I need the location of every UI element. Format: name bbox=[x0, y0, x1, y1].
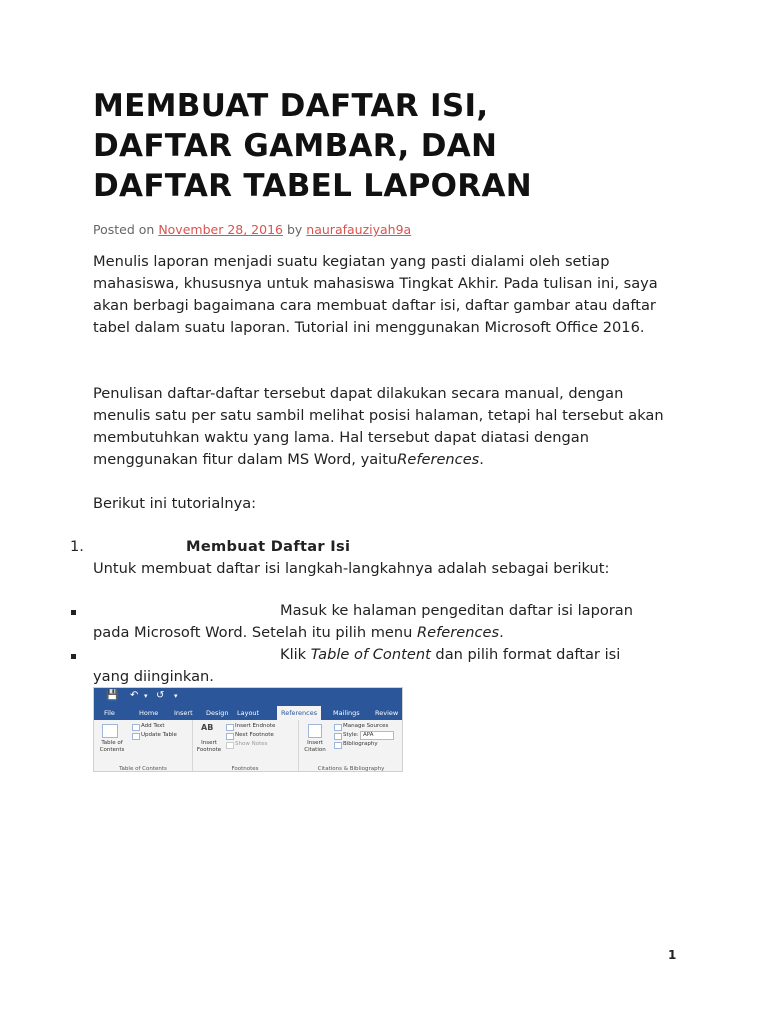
bullet-2-line-1 bbox=[280, 646, 620, 663]
next-footnote-button[interactable]: Next Footnote bbox=[235, 732, 274, 738]
add-text-icon bbox=[132, 724, 140, 731]
save-icon: 💾 bbox=[106, 690, 119, 701]
show-notes-button[interactable]: Show Notes bbox=[235, 741, 268, 747]
bullet-2-line-2: yang diinginkan. bbox=[93, 668, 214, 685]
add-text-button[interactable]: Add Text bbox=[141, 723, 165, 729]
citations-group-label: Citations & Bibliography bbox=[317, 766, 385, 772]
redo-icon: ↺ bbox=[156, 690, 165, 701]
toc-icon bbox=[102, 724, 118, 738]
next-footnote-icon bbox=[226, 733, 234, 740]
section-intro: Untuk membuat daftar isi langkah-langkahnya adalah sebagai berikut: bbox=[93, 560, 610, 577]
post-date-link[interactable]: November 28, 2016 bbox=[158, 222, 283, 237]
word-ribbon-screenshot bbox=[93, 687, 403, 772]
insert-endnote-icon bbox=[226, 724, 234, 731]
bullet-marker-1 bbox=[71, 610, 76, 615]
footnotes-group bbox=[192, 720, 299, 772]
show-notes-icon bbox=[226, 742, 234, 749]
second-paragraph bbox=[93, 383, 683, 471]
tab-references[interactable]: References bbox=[277, 706, 321, 720]
citations-group bbox=[298, 720, 403, 772]
second-paragraph-end: . bbox=[479, 451, 484, 468]
bullet-marker-2 bbox=[71, 654, 76, 659]
update-table-icon bbox=[132, 733, 140, 740]
insert-citation-icon bbox=[308, 724, 322, 738]
title-line-2: DAFTAR GAMBAR, DAN bbox=[93, 128, 498, 164]
manage-sources-button[interactable]: Manage Sources bbox=[343, 723, 389, 729]
post-meta bbox=[93, 222, 411, 237]
bullet-2-em: Table of Content bbox=[310, 646, 431, 663]
bullet-1-end: . bbox=[499, 624, 504, 641]
insert-citation-button[interactable]: Insert Citation bbox=[304, 740, 326, 753]
second-paragraph-text: Penulisan daftar-daftar tersebut dapat dilakukan secara manual, dengan menulis satu per satu sambil melihat posisi halaman, tetapi hal tersebut akan membutuhkan waktu yang lama. Hal tersebut dapat diatasi dengan menggunakan fitur dalam MS Word, yaitu bbox=[93, 385, 664, 468]
title-line-3: DAFTAR TABEL LAPORAN bbox=[93, 168, 533, 204]
title-line-1: MEMBUAT DAFTAR ISI, bbox=[93, 88, 489, 124]
tab-design[interactable]: Design bbox=[206, 709, 229, 717]
tutorial-lead: Berikut ini tutorialnya: bbox=[93, 495, 257, 512]
bullet-1-line-1: Masuk ke halaman pengeditan daftar isi laporan bbox=[280, 602, 633, 619]
by-label: by bbox=[286, 222, 303, 237]
bullet-2-pre: Klik bbox=[280, 646, 311, 663]
update-table-button[interactable]: Update Table bbox=[141, 732, 177, 738]
manage-sources-icon bbox=[334, 724, 342, 731]
bullet-1-line-2 bbox=[93, 624, 504, 641]
intro-paragraph: Menulis laporan menjadi suatu kegiatan yang pasti dialami oleh setiap mahasiswa, khususnya untuk mahasiswa Tingkat Akhir. Pada tulisan ini, saya akan berbagi bagaimana cara membuat daftar isi, daftar gambar atau daftar tabel dalam suatu laporan. Tutorial ini menggunakan Microsoft Office 2016. bbox=[93, 253, 658, 336]
toc-button[interactable]: Table of Contents bbox=[99, 740, 125, 753]
tab-mailings[interactable]: Mailings bbox=[333, 709, 360, 717]
insert-endnote-button[interactable]: Insert Endnote bbox=[235, 723, 276, 729]
ribbon-body bbox=[94, 720, 403, 772]
page-number: 1 bbox=[668, 948, 677, 962]
undo-icon: ↶ bbox=[130, 690, 139, 701]
customize-qat-icon: ▾ bbox=[174, 692, 178, 700]
section-heading: Membuat Daftar Isi bbox=[186, 538, 351, 555]
bibliography-button[interactable]: Bibliography bbox=[343, 741, 378, 747]
page-title bbox=[93, 86, 653, 206]
undo-dropdown-icon: ▾ bbox=[144, 692, 148, 700]
tab-file[interactable]: File bbox=[104, 709, 115, 717]
bullet-2-post: dan pilih format daftar isi bbox=[430, 646, 621, 663]
footnotes-group-label: Footnotes bbox=[231, 766, 259, 772]
toc-group-label: Table of Contents bbox=[119, 766, 167, 772]
ribbon-tabs bbox=[94, 706, 403, 720]
tab-review[interactable]: Review bbox=[375, 709, 399, 717]
insert-footnote-button[interactable]: Insert Footnote bbox=[196, 740, 222, 753]
ab-icon: AB bbox=[201, 723, 214, 732]
bibliography-icon bbox=[334, 742, 342, 749]
bullet-1-em: References bbox=[417, 624, 500, 641]
style-label: Style: bbox=[343, 732, 359, 738]
section-number: 1. bbox=[70, 538, 84, 555]
posted-on-label: Posted on bbox=[93, 222, 155, 237]
bullet-1-text: pada Microsoft Word. Setelah itu pilih menu bbox=[93, 624, 418, 641]
style-icon bbox=[334, 733, 342, 740]
quick-access-toolbar bbox=[94, 688, 403, 706]
tab-insert[interactable]: Insert bbox=[174, 709, 193, 717]
toc-group bbox=[94, 720, 193, 772]
style-select[interactable]: APA bbox=[360, 731, 394, 740]
references-term: References bbox=[397, 451, 480, 468]
tab-layout[interactable]: Layout bbox=[237, 709, 260, 717]
tab-home[interactable]: Home bbox=[139, 709, 159, 717]
author-link[interactable]: naurafauziyah9a bbox=[306, 222, 412, 237]
